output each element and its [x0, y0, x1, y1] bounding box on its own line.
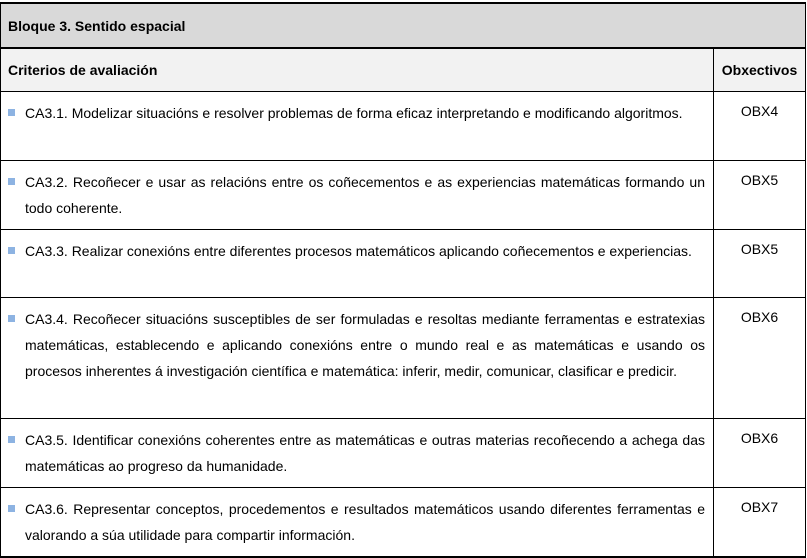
square-bullet-icon	[8, 109, 15, 116]
objective-code: OBX7	[714, 488, 806, 558]
block-title: Bloque 3. Sentido espacial	[1, 3, 806, 48]
criteria-table	[0, 2, 806, 558]
objectives-header: Obxectivos	[714, 48, 806, 92]
objective-code: OBX5	[714, 161, 806, 230]
square-bullet-icon	[8, 505, 15, 512]
table-row	[1, 298, 806, 419]
header-row	[1, 48, 806, 92]
criterion-cell	[1, 230, 714, 298]
table-row	[1, 488, 806, 558]
square-bullet-icon	[8, 178, 15, 185]
criterion-text: CA3.4. Recoñecer situacións susceptibles de ser formuladas e resoltas mediante ferramentas e estratexias matemáticas, establecendo e aplicando conexións entre o mundo real e as matemáticas e usando os procesos inherentes á investigación científica e matemática: inferir, medir, comunicar, clasificar e predicir.	[25, 311, 705, 379]
table-row	[1, 419, 806, 488]
square-bullet-icon	[8, 436, 15, 443]
table-row	[1, 230, 806, 298]
criteria-header: Criterios de avaliación	[1, 48, 714, 92]
criterion-cell	[1, 298, 714, 419]
criterion-cell	[1, 161, 714, 230]
table-row	[1, 161, 806, 230]
criterion-text: CA3.3. Realizar conexións entre diferentes procesos matemáticos aplicando coñecementos e experiencias.	[25, 243, 692, 259]
objective-code: OBX6	[714, 298, 806, 419]
square-bullet-icon	[8, 315, 15, 322]
criterion-cell	[1, 419, 714, 488]
criterion-text: CA3.5. Identificar conexións coherentes entre as matemáticas e outras materias recoñecendo a achega das matemáticas ao progreso da humanidade.	[25, 432, 705, 474]
criterion-text: CA3.2. Recoñecer e usar as relacións entre os coñecementos e as experiencias matemáticas formando un todo coherente.	[25, 174, 705, 216]
objective-code: OBX6	[714, 419, 806, 488]
block-title-row	[1, 3, 806, 48]
criterion-text: CA3.6. Representar conceptos, procedementos e resultados matemáticos usando diferentes ferramentas e valorando a súa utilidade para compartir información.	[25, 501, 705, 543]
objective-code: OBX4	[714, 92, 806, 161]
criterion-cell	[1, 92, 714, 161]
objective-code: OBX5	[714, 230, 806, 298]
square-bullet-icon	[8, 247, 15, 254]
criterion-cell	[1, 488, 714, 558]
table-row	[1, 92, 806, 161]
criterion-text: CA3.1. Modelizar situacións e resolver problemas de forma eficaz interpretando e modificando algoritmos.	[25, 105, 683, 121]
